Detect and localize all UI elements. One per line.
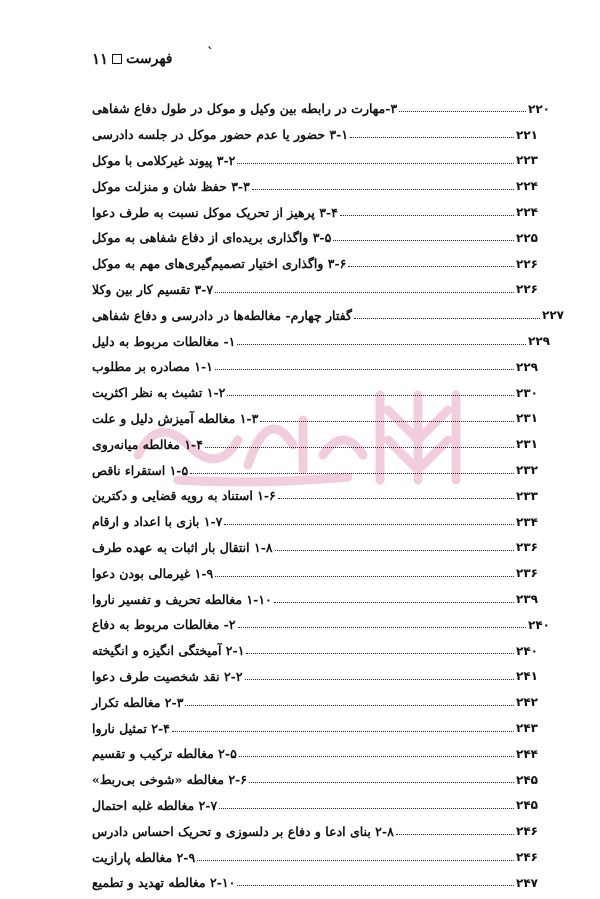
dot-leader bbox=[246, 641, 514, 654]
dot-leader bbox=[278, 486, 514, 499]
toc-entry-page: ۲۲۰ bbox=[528, 101, 550, 116]
toc-entry-page: ۲۴۷ bbox=[516, 875, 538, 890]
toc-entry-page: ۲۳۱ bbox=[516, 411, 538, 426]
toc-entry-title: ۲-۸ بنای ادعا و دفاع بر دلسوزی و تحریک احساس دادرس bbox=[92, 823, 394, 839]
dot-leader bbox=[354, 306, 540, 319]
toc-entry-page: ۲۳۶ bbox=[516, 566, 538, 581]
toc-entry-page: ۲۳۲ bbox=[516, 463, 538, 478]
toc-entry bbox=[92, 638, 564, 664]
dot-leader bbox=[260, 409, 514, 422]
toc-entry bbox=[92, 406, 564, 432]
dot-leader bbox=[205, 435, 514, 448]
toc-entry bbox=[92, 767, 564, 793]
toc-entry-title: ۱-۱ مصادره بر مطلوب bbox=[92, 359, 213, 375]
toc-entry bbox=[92, 870, 564, 896]
toc-entry-title: ۱-۶ استناد به رویه قضایی و دکترین bbox=[92, 488, 276, 504]
toc-entry-page: ۲۳۰ bbox=[516, 385, 538, 400]
dot-leader bbox=[227, 383, 514, 396]
toc-entry-page: ۲۲۹ bbox=[528, 334, 550, 349]
header-page-number: ۱۱ bbox=[92, 50, 109, 68]
toc-entry-page: ۲۴۰ bbox=[528, 617, 550, 632]
dot-leader bbox=[252, 177, 514, 190]
toc-entry-page: ۲۳۴ bbox=[516, 514, 538, 529]
toc-entry bbox=[92, 689, 564, 715]
toc-entry-page: ۲۴۱ bbox=[516, 669, 538, 684]
dot-leader bbox=[224, 512, 514, 525]
toc-entry-page: ۲۴۶ bbox=[516, 824, 538, 839]
dot-leader bbox=[249, 770, 514, 783]
dot-leader bbox=[399, 99, 526, 112]
toc-entry-title: ۲- مغالطات مربوط به دفاع bbox=[92, 617, 236, 633]
toc-entry bbox=[92, 251, 564, 277]
toc-entry-page: ۲۲۳ bbox=[516, 153, 538, 168]
toc-entry-page: ۲۲۶ bbox=[516, 282, 538, 297]
toc-entry-title: ۳-۶ واگذاری اختیار تصمیم‌گیری‌های مهم به موکل bbox=[92, 256, 347, 272]
toc-entry bbox=[92, 844, 564, 870]
toc-entry bbox=[92, 122, 564, 148]
dot-leader bbox=[274, 590, 514, 603]
toc-entry bbox=[92, 431, 564, 457]
dot-leader bbox=[215, 280, 514, 293]
toc-entry bbox=[92, 457, 564, 483]
toc-entry bbox=[92, 612, 564, 638]
dot-leader bbox=[215, 564, 514, 577]
toc-entry bbox=[92, 586, 564, 612]
dot-leader bbox=[237, 151, 514, 164]
toc-entry bbox=[92, 173, 564, 199]
toc-entry-title: ۳-۵ واگذاری بریده‌ای از دفاع شفاهی به موکل bbox=[92, 230, 332, 246]
toc-entry-page: ۲۲۵ bbox=[516, 230, 538, 245]
toc-entry-title: ۳-۷ تقسیم کار بین وکلا bbox=[92, 281, 214, 297]
dot-leader bbox=[219, 796, 514, 809]
toc-entry-title: ۲-۱ آمیختگی انگیزه و انگیخته bbox=[92, 643, 245, 659]
toc-entry-title: ۲-۷ مغالطه غلبه احتمال bbox=[92, 797, 218, 813]
dot-leader bbox=[238, 615, 526, 628]
toc-entry-title: ۲-۹ مغالطه پارازیت bbox=[92, 849, 196, 865]
toc-entry bbox=[92, 818, 564, 844]
toc-entry-page: ۲۲۱ bbox=[516, 127, 538, 142]
header-mark: ˋ bbox=[207, 46, 214, 61]
toc-entry-title: ۲-۲ نقد شخصیت طرف دعوا bbox=[92, 668, 243, 684]
page-header bbox=[92, 46, 550, 74]
dot-leader bbox=[350, 125, 514, 138]
toc-entry-title: ۳-۲ پیوند غیرکلامی با موکل bbox=[92, 152, 236, 168]
dot-leader bbox=[172, 719, 514, 732]
toc-entry-page: ۲۲۷ bbox=[542, 308, 564, 323]
toc-entry bbox=[92, 741, 564, 767]
toc-entry-page: ۲۴۳ bbox=[516, 721, 538, 736]
toc-entry-page: ۲۳۹ bbox=[516, 592, 538, 607]
toc-entry-title: ۲-۶ مغالطه «شوخی بی‌ربط» bbox=[92, 772, 247, 788]
toc-entry bbox=[92, 535, 564, 561]
dot-leader bbox=[215, 357, 514, 370]
toc-entry-title: ۱-۵ استقراء ناقص bbox=[92, 462, 189, 478]
table-of-contents bbox=[92, 96, 564, 896]
toc-entry-page: ۲۲۴ bbox=[516, 179, 538, 194]
toc-entry bbox=[92, 354, 564, 380]
toc-entry-page: ۲۴۲ bbox=[516, 695, 538, 710]
dot-leader bbox=[245, 667, 514, 680]
toc-entry bbox=[92, 715, 564, 741]
toc-entry bbox=[92, 664, 564, 690]
toc-entry-title: ۱-۲ تشبث به نظر اکثریت bbox=[92, 385, 226, 401]
dot-leader bbox=[190, 461, 514, 474]
toc-entry bbox=[92, 302, 564, 328]
toc-entry-title: ۱-۸ انتقال بار اثبات به عهده طرف bbox=[92, 539, 273, 555]
toc-entry-title: ۳-۱ حضور یا عدم حضور موکل در جلسه دادرسی bbox=[92, 127, 349, 143]
toc-entry-title: ۱-۳ مغالطه آمیزش دلیل و علت bbox=[92, 410, 259, 426]
toc-entry-title: ۱- مغالطات مربوط به دلیل bbox=[92, 333, 236, 349]
toc-entry-page: ۲۲۴ bbox=[516, 205, 538, 220]
toc-entry bbox=[92, 328, 564, 354]
toc-entry bbox=[92, 199, 564, 225]
toc-entry bbox=[92, 483, 564, 509]
toc-entry-title: ۳-۳ حفظ شان و منزلت موکل bbox=[92, 178, 250, 194]
dot-leader bbox=[396, 822, 514, 835]
toc-entry-title: ۲-۴ تمثیل ناروا bbox=[92, 720, 170, 736]
dot-leader bbox=[333, 228, 514, 241]
dot-leader bbox=[237, 873, 514, 886]
toc-entry-title: ۲-۵ مغالطه ترکیب و تقسیم bbox=[92, 746, 237, 762]
toc-entry-page: ۲۳۳ bbox=[516, 488, 538, 503]
toc-entry-page: ۲۴۵ bbox=[516, 798, 538, 813]
toc-entry-title: ۱-۹ غیرمالی بودن دعوا bbox=[92, 565, 214, 581]
toc-entry-title: ۲-۱۰ مغالطه تهدید و تطمیع bbox=[92, 875, 236, 891]
toc-entry bbox=[92, 380, 564, 406]
toc-entry-page: ۲۴۵ bbox=[516, 772, 538, 787]
toc-entry-page: ۲۴۴ bbox=[516, 746, 538, 761]
toc-entry-title: ۳-مهارت در رابطه بین وکیل و موکل در طول دفاع شفاهی bbox=[92, 101, 398, 117]
toc-entry-page: ۲۳۱ bbox=[516, 437, 538, 452]
toc-entry bbox=[92, 277, 564, 303]
dot-leader bbox=[275, 538, 514, 551]
toc-entry bbox=[92, 225, 564, 251]
dot-leader bbox=[348, 254, 514, 267]
toc-entry-page: ۲۲۹ bbox=[516, 359, 538, 374]
toc-entry-title: گفتار چهارم- مغالطه‌ها در دادرسی و دفاع شفاهی bbox=[92, 307, 352, 323]
toc-entry-page: ۲۲۶ bbox=[516, 256, 538, 271]
dot-leader bbox=[237, 332, 526, 345]
header-left bbox=[92, 50, 172, 68]
toc-entry-title: ۳-۴ پرهیز از تحریک موکل نسبت به طرف دعوا bbox=[92, 204, 338, 220]
dot-leader bbox=[340, 203, 514, 216]
square-icon bbox=[112, 54, 122, 64]
toc-entry-title: ۱-۱۰ مغالطه تحریف و تفسیر ناروا bbox=[92, 591, 272, 607]
dot-leader bbox=[239, 744, 514, 757]
toc-entry bbox=[92, 793, 564, 819]
toc-entry bbox=[92, 148, 564, 174]
toc-entry-title: ۱-۷ بازی با اعداد و ارقام bbox=[92, 514, 223, 530]
toc-entry bbox=[92, 96, 564, 122]
toc-entry bbox=[92, 560, 564, 586]
toc-entry-title: ۱-۴ مغالطه میانه‌روی bbox=[92, 436, 203, 452]
toc-entry-page: ۲۴۰ bbox=[516, 643, 538, 658]
toc-entry-page: ۲۴۶ bbox=[516, 850, 538, 864]
toc-entry bbox=[92, 509, 564, 535]
dot-leader bbox=[185, 693, 514, 706]
toc-entry-title: ۲-۳ مغالطه تکرار bbox=[92, 694, 184, 710]
dot-leader bbox=[197, 848, 514, 861]
toc-entry-page: ۲۳۶ bbox=[516, 540, 538, 555]
header-title: فهرست bbox=[126, 51, 173, 67]
